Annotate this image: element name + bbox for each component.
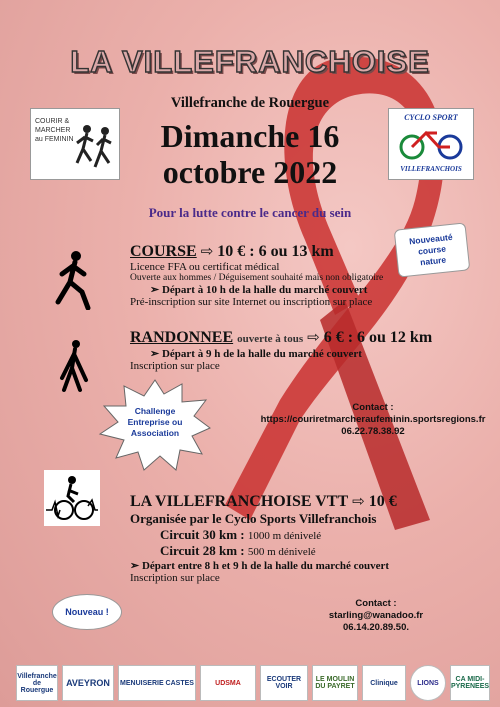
vtt-circuit-2 [160,543,470,559]
courir-marcher-logo [30,108,120,180]
vtt-circuit-1-name: Circuit 30 km : [160,527,245,542]
event-title: LA VILLEFRANCHOISE [70,44,430,79]
contact-2-label: Contact : [355,598,397,609]
vtt-circuit-1 [160,527,470,543]
bullet-arrow-icon: ➢ [130,560,140,572]
contact-2 [296,598,456,634]
rando-heading [130,328,460,347]
contact-2-phone: 06.14.20.89.50. [342,622,410,633]
nouveau-badge: Nouveau ! [52,594,122,630]
sponsor-ecouter-voir: ECOUTER VOIR [260,665,308,701]
vtt-depart [130,559,470,572]
course-open: Ouverte aux hommes / Déguisement souhaité mais non obligatoire [130,273,384,283]
challenge-line2: Entreprise ou [127,417,183,427]
rando-title: RANDONNEE [130,329,234,346]
badge-new-line2: course [417,243,447,256]
vtt-heading [130,492,470,511]
course-inscription: Pré-inscription sur site Internet ou inscription sur place [130,296,373,308]
logo-right-line2: VILLEFRANCHOIS [400,165,462,173]
contact-1-url[interactable]: https://couriretmarcheraufeminin.sportsregions.fr [260,414,486,425]
logo-right-line1: CYCLO SPORT [404,113,458,122]
contact-1-phone: 06.22.78.38.92 [341,426,405,437]
sponsor-udsma: UDSMA [200,665,256,701]
event-city: Villefranche de Rouergue [170,95,330,111]
course-depart [150,283,430,296]
arrow-icon: ⇨ [200,244,214,260]
challenge-line3: Association [130,428,180,438]
date-line-2: octobre 2022 [162,154,338,190]
vtt-depart-text: Départ entre 8 h et 9 h de la halle du marché couvert [141,560,390,572]
rando-section [130,328,460,372]
course-section [130,242,430,308]
sponsor-villefranche: Villefranche de Rouergue [16,665,58,701]
vtt-circuit-1-elev: 1000 m dénivelé [247,530,322,542]
vtt-inscription: Inscription sur place [130,572,220,584]
vtt-section [130,492,470,584]
bicycle-icon [399,127,463,161]
course-license: Licence FFA ou certificat médical [130,261,280,273]
logo-left-line3: au FEMININ [35,136,74,143]
rando-depart-text: Départ à 9 h de la halle du marché couvert [161,348,362,360]
arrow-icon: ⇨ [352,494,365,510]
rando-price: 6 € : 6 ou 12 km [323,329,433,346]
contact-2-email[interactable]: starling@wanadoo.fr [328,610,424,621]
rando-depart [150,347,460,360]
arrow-icon: ⇨ [307,330,320,346]
rando-open: ouverte à tous [237,333,304,345]
date-line-1: Dimanche 16 [160,118,340,154]
logo-left-line1: COURIR & [35,118,70,125]
vtt-title: LA VILLEFRANCHOISE VTT [130,493,349,510]
vtt-circuit-2-elev: 500 m dénivelé [247,546,316,558]
challenge-badge [120,406,190,439]
cyclo-sport-logo [388,108,474,180]
contact-1 [248,402,498,438]
vtt-price: 10 € [368,493,397,510]
sponsor-lions: LIONS [410,665,446,701]
vtt-logo [44,470,100,526]
event-cause: Pour la lutte contre le cancer du sein [148,205,352,220]
runners-icon [73,123,115,173]
course-price: 10 € : 6 ou 13 km [217,243,334,260]
badge-new-line1: Nouveauté [408,231,453,246]
mountain-bike-heartbeat-icon [44,470,100,526]
sponsor-clinique: Clinique [362,665,406,701]
rando-inscription: Inscription sur place [130,360,220,372]
vtt-circuit-2-name: Circuit 28 km : [160,543,245,558]
contact-1-label: Contact : [352,402,394,413]
sponsor-moulin-payret: LE MOULIN DU PAYRET [312,665,358,701]
course-depart-text: Départ à 10 h de la halle du marché couvert [161,284,368,296]
event-date [120,118,380,190]
logo-left-line2: MARCHER [35,127,71,134]
course-heading [130,242,430,261]
runner-icon [48,250,98,310]
bullet-arrow-icon: ➢ [150,348,160,360]
badge-new-line3: nature [419,254,447,267]
sponsor-credit-agricole: CA MIDI-PYRENEES [450,665,490,701]
nordic-walker-icon [52,338,96,394]
vtt-organizer: Organisée par le Cyclo Sports Villefranchois [130,511,377,526]
sponsor-aveyron: AVEYRON [62,665,114,701]
sponsor-menuiserie-castes: MENUISERIE CASTES [118,665,196,701]
challenge-line1: Challenge [134,406,176,416]
bullet-arrow-icon: ➢ [150,284,160,296]
course-title: COURSE [130,243,197,260]
